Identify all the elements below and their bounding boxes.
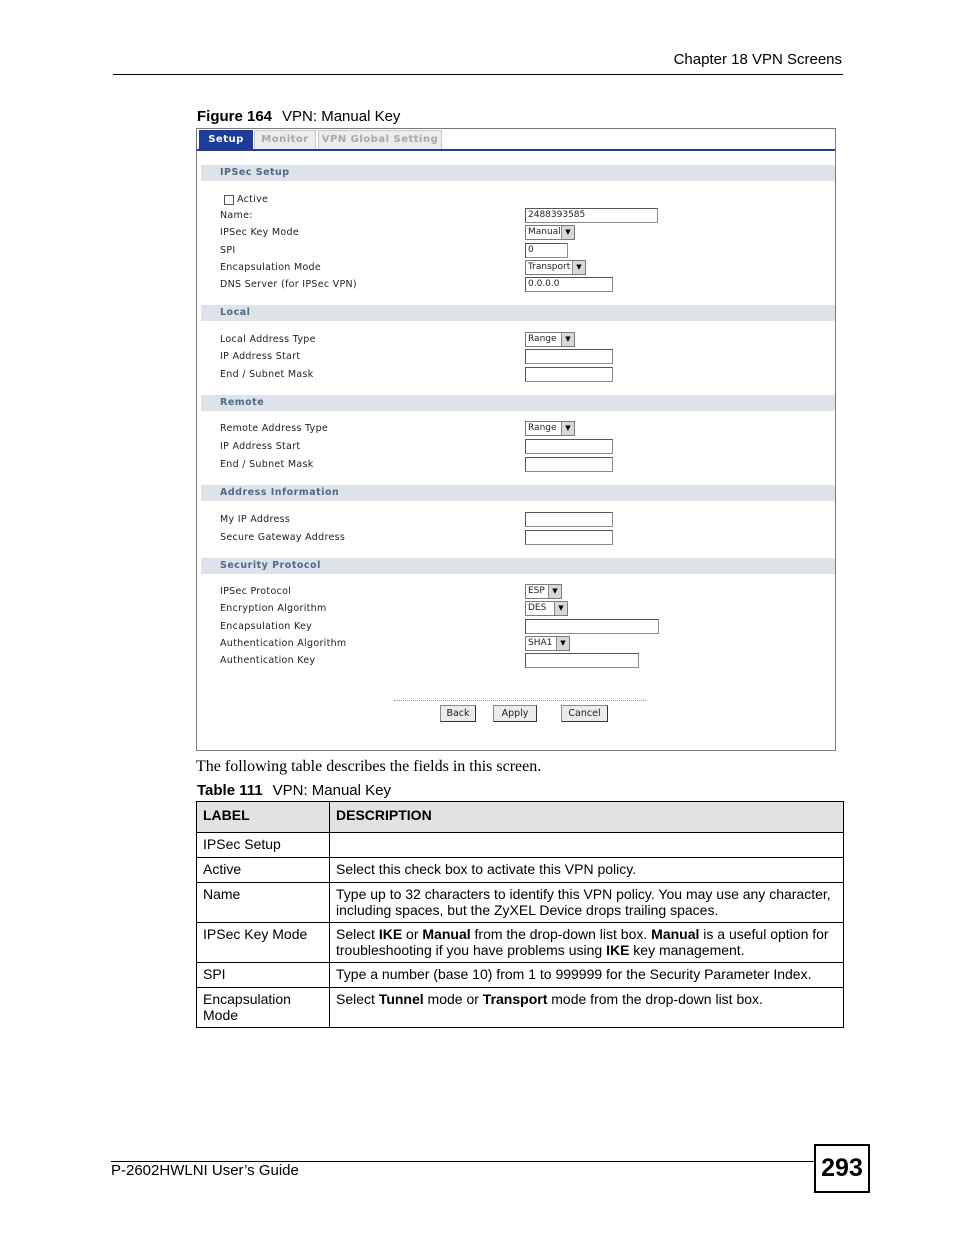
row-label: Encapsulation Mode bbox=[197, 988, 330, 1028]
section-security-protocol: Security Protocol bbox=[201, 558, 835, 574]
button-divider bbox=[394, 700, 646, 701]
local-end-input[interactable] bbox=[525, 367, 613, 382]
dns-label: DNS Server (for IPSec VPN) bbox=[220, 279, 357, 290]
table-row bbox=[197, 923, 844, 963]
remote-start-input[interactable] bbox=[525, 439, 613, 454]
row-description: Type a number (base 10) from 1 to 999999 for the Security Parameter Index. bbox=[330, 963, 844, 988]
local-type-label: Local Address Type bbox=[220, 334, 316, 345]
dropdown-arrow-icon: ▼ bbox=[572, 261, 585, 274]
remote-start-label: IP Address Start bbox=[220, 441, 301, 452]
encap-mode-value: Transport bbox=[528, 262, 571, 272]
table-header-row bbox=[197, 802, 844, 833]
row-description bbox=[330, 833, 844, 858]
intro-text: The following table describes the fields in this screen. bbox=[196, 758, 542, 775]
my-ip-label: My IP Address bbox=[220, 514, 291, 525]
field-description-table bbox=[196, 801, 844, 1028]
row-description: Select this check box to activate this VPN policy. bbox=[330, 858, 844, 883]
dropdown-arrow-icon: ▼ bbox=[561, 422, 574, 435]
tab-monitor[interactable]: Monitor bbox=[254, 130, 316, 149]
table-caption bbox=[197, 782, 391, 799]
tab-vpn-global-setting[interactable]: VPN Global Setting bbox=[318, 130, 442, 149]
table-row bbox=[197, 883, 844, 923]
local-type-select[interactable] bbox=[525, 332, 575, 347]
row-label: IPSec Key Mode bbox=[197, 923, 330, 963]
local-start-input[interactable] bbox=[525, 349, 613, 364]
row-label: Name bbox=[197, 883, 330, 923]
table-row bbox=[197, 833, 844, 858]
active-label: Active bbox=[237, 194, 269, 205]
table-row bbox=[197, 858, 844, 883]
vpn-manual-key-screenshot bbox=[196, 128, 836, 751]
protocol-select[interactable] bbox=[525, 584, 562, 599]
enc-alg-label: Encryption Algorithm bbox=[220, 603, 327, 614]
my-ip-input[interactable] bbox=[525, 512, 613, 527]
section-ipsec-setup: IPSec Setup bbox=[201, 165, 835, 181]
enc-alg-value: DES bbox=[528, 603, 547, 613]
encap-mode-label: Encapsulation Mode bbox=[220, 262, 322, 273]
header-label: LABEL bbox=[197, 802, 330, 833]
dropdown-arrow-icon: ▼ bbox=[561, 333, 574, 346]
enc-key-input[interactable] bbox=[525, 619, 659, 634]
auth-alg-label: Authentication Algorithm bbox=[220, 638, 347, 649]
enc-key-label: Encapsulation Key bbox=[220, 621, 313, 632]
dropdown-arrow-icon: ▼ bbox=[561, 226, 574, 239]
dropdown-arrow-icon: ▼ bbox=[554, 602, 567, 615]
remote-end-input[interactable] bbox=[525, 457, 613, 472]
tab-underline bbox=[197, 149, 835, 151]
header-rule bbox=[113, 74, 843, 75]
active-checkbox[interactable] bbox=[224, 195, 234, 205]
row-description: Select IKE or Manual from the drop-down list box. Manual is a useful option for troubleshooting if you have problems using IKE key management. bbox=[330, 923, 844, 963]
table-row bbox=[197, 963, 844, 988]
local-type-value: Range bbox=[528, 334, 557, 344]
table-number: Table 111 bbox=[197, 782, 263, 799]
figure-title: VPN: Manual Key bbox=[282, 108, 401, 125]
header-description: DESCRIPTION bbox=[330, 802, 844, 833]
auth-key-input[interactable] bbox=[525, 653, 639, 668]
gateway-label: Secure Gateway Address bbox=[220, 532, 346, 543]
row-label: IPSec Setup bbox=[197, 833, 330, 858]
auth-alg-select[interactable] bbox=[525, 636, 570, 651]
enc-alg-select[interactable] bbox=[525, 601, 568, 616]
guide-name: P-2602HWLNI User’s Guide bbox=[111, 1162, 299, 1179]
remote-end-label: End / Subnet Mask bbox=[220, 459, 314, 470]
protocol-value: ESP bbox=[528, 586, 545, 596]
spi-input[interactable]: 0 bbox=[525, 243, 568, 258]
chapter-title: Chapter 18 VPN Screens bbox=[673, 51, 842, 68]
dropdown-arrow-icon: ▼ bbox=[548, 585, 561, 598]
encap-mode-select[interactable] bbox=[525, 260, 586, 275]
name-input[interactable]: 2488393585 bbox=[525, 208, 658, 223]
row-label: Active bbox=[197, 858, 330, 883]
figure-caption bbox=[197, 108, 400, 125]
page-number: 293 bbox=[814, 1144, 870, 1193]
apply-button[interactable]: Apply bbox=[493, 705, 537, 722]
row-label: SPI bbox=[197, 963, 330, 988]
section-local: Local bbox=[201, 305, 835, 321]
section-remote: Remote bbox=[201, 395, 835, 411]
table-title: VPN: Manual Key bbox=[272, 782, 391, 799]
remote-type-value: Range bbox=[528, 423, 557, 433]
spi-label: SPI bbox=[220, 245, 236, 256]
figure-number: Figure 164 bbox=[197, 108, 273, 125]
dropdown-arrow-icon: ▼ bbox=[556, 637, 569, 650]
cancel-button[interactable]: Cancel bbox=[561, 705, 608, 722]
key-mode-label: IPSec Key Mode bbox=[220, 227, 299, 238]
key-mode-select[interactable] bbox=[525, 225, 575, 240]
section-address-information: Address Information bbox=[201, 485, 835, 501]
dns-input[interactable]: 0.0.0.0 bbox=[525, 277, 613, 292]
back-button[interactable]: Back bbox=[440, 705, 476, 722]
remote-type-select[interactable] bbox=[525, 421, 575, 436]
row-description: Select Tunnel mode or Transport mode from the drop-down list box. bbox=[330, 988, 844, 1028]
gateway-input[interactable] bbox=[525, 530, 613, 545]
table-row bbox=[197, 988, 844, 1028]
auth-key-label: Authentication Key bbox=[220, 655, 316, 666]
row-description: Type up to 32 characters to identify this VPN policy. You may use any character, including spaces, but the ZyXEL Device drops trailing spaces. bbox=[330, 883, 844, 923]
tab-setup[interactable]: Setup bbox=[199, 130, 253, 149]
local-start-label: IP Address Start bbox=[220, 351, 301, 362]
name-label: Name: bbox=[220, 210, 253, 221]
auth-alg-value: SHA1 bbox=[528, 638, 553, 648]
local-end-label: End / Subnet Mask bbox=[220, 369, 314, 380]
protocol-label: IPSec Protocol bbox=[220, 586, 292, 597]
remote-type-label: Remote Address Type bbox=[220, 423, 329, 434]
key-mode-value: Manual bbox=[528, 227, 561, 237]
